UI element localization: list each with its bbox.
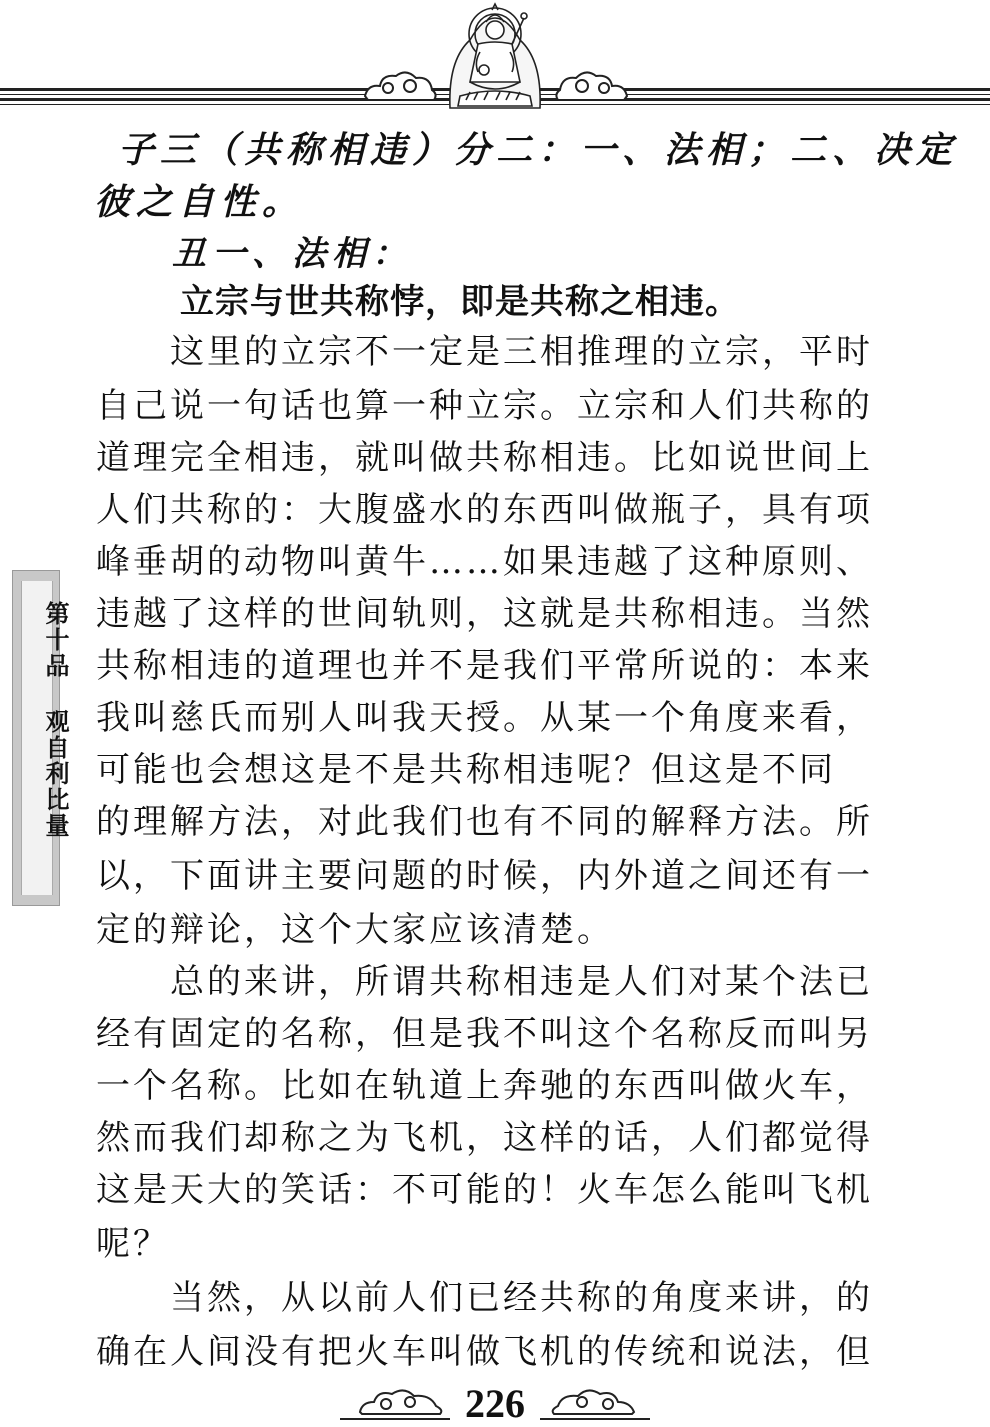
cloud-ornament-footer-left-icon	[356, 1384, 446, 1416]
paragraph-line: 峰垂胡的动物叫黄牛……如果违越了这种原则、	[96, 542, 873, 582]
page-number: 226	[465, 1381, 525, 1426]
chapter-side-tab	[12, 570, 69, 906]
paragraph-line: 呢？	[96, 1224, 170, 1264]
paragraph-line: 的理解方法，对此我们也有不同的解释方法。所	[96, 802, 873, 842]
chapter-title: 第十品 观自利比量	[41, 601, 69, 839]
paragraph-line: 经有固定的名称，但是我不叫这个名称反而叫另	[96, 1014, 873, 1054]
cloud-ornament-right-icon	[552, 66, 632, 106]
paragraph-line: 确在人间没有把火车叫做飞机的传统和说法，但	[96, 1332, 873, 1372]
paragraph-line: 然而我们却称之为飞机，这样的话，人们都觉得	[96, 1118, 873, 1158]
cloud-ornament-footer-right-icon	[548, 1384, 638, 1416]
paragraph-line: 人们共称的：大腹盛水的东西叫做瓶子，具有项	[96, 490, 873, 530]
paragraph-line: 这是天大的笑话：不可能的！火车怎么能叫飞机	[96, 1170, 873, 1210]
paragraph-line: 自己说一句话也算一种立宗。立宗和人们共称的	[96, 386, 873, 426]
section-heading-line1: 子三（共称相违）分二：一、法相；二、决定	[118, 129, 959, 171]
paragraph-line: 定的辩论，这个大家应该清楚。	[96, 910, 614, 950]
cloud-ornament-left-icon	[360, 66, 440, 106]
paragraph-line: 违越了这样的世间轨则，这就是共称相违。当然	[96, 594, 873, 634]
padmasambhava-image-icon	[440, 0, 550, 112]
paragraph-line: 共称相违的道理也并不是我们平常所说的：本来	[96, 646, 873, 686]
paragraph-line: 一个名称。比如在轨道上奔驰的东西叫做火车，	[96, 1066, 873, 1106]
paragraph-line: 以，下面讲主要问题的时候，内外道之间还有一	[96, 856, 873, 896]
paragraph-line: 我叫慈氏而别人叫我天授。从某一个角度来看，	[96, 698, 873, 738]
paragraph-line: 当然，从以前人们已经共称的角度来讲，的	[170, 1278, 873, 1318]
paragraph-line: 可能也会想这是不是共称相违呢？但这是不同	[96, 750, 836, 790]
section-heading-line2: 彼之自性。	[94, 181, 305, 223]
subsection-heading: 丑一、法相：	[172, 234, 412, 274]
paragraph-line: 这里的立宗不一定是三相推理的立宗，平时	[170, 332, 873, 372]
footer-rule-right	[540, 1418, 650, 1420]
root-verse: 立宗与世共称悖，即是共称之相违。	[180, 282, 740, 322]
footer-rule-left	[340, 1418, 450, 1420]
paragraph-line: 道理完全相违，就叫做共称相违。比如说世间上	[96, 438, 873, 478]
paragraph-line: 总的来讲，所谓共称相违是人们对某个法已	[170, 962, 873, 1002]
